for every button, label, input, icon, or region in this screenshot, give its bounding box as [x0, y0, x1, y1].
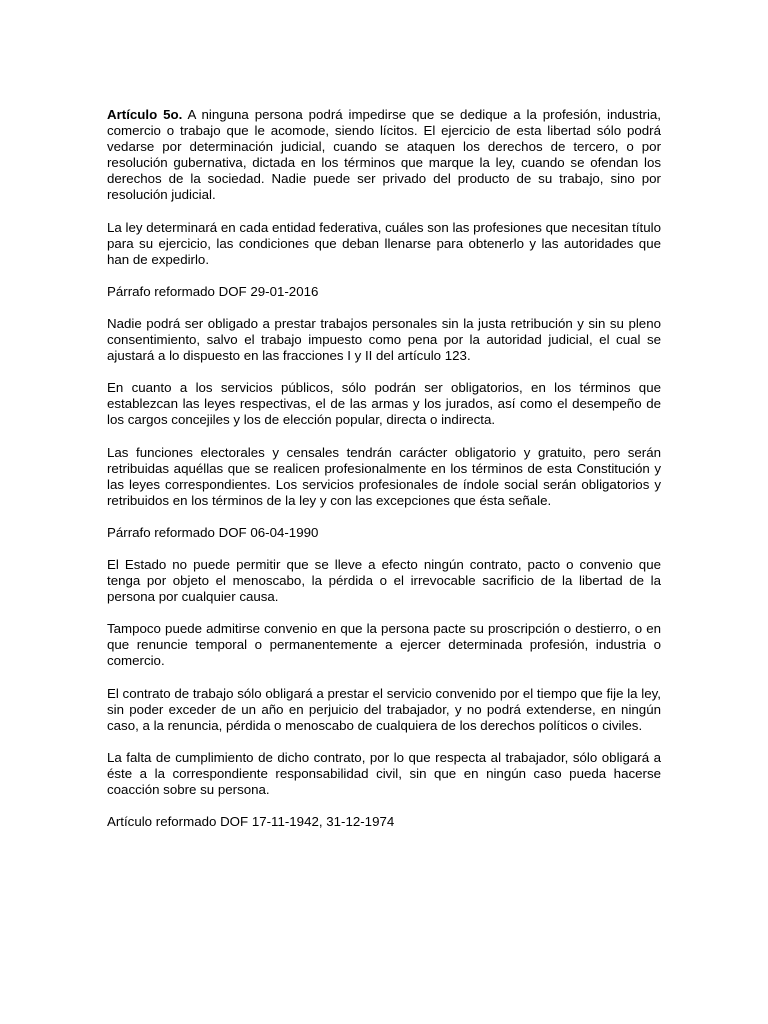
- reform-note: Párrafo reformado DOF 06-04-1990: [107, 524, 319, 540]
- article-paragraph-7: Tampoco puede admitirse convenio en que la persona pacte su proscripción o destierro, o en que renuncie temporal o permanentemente a ejercer determinada profesión, industria o comercio.: [107, 621, 661, 669]
- article-paragraph-4: En cuanto a los servicios públicos, sólo podrán ser obligatorios, en los términos que establezcan las leyes respectivas, el de las armas y los jurados, así como el desempeño de los cargos concejiles y los de elección popular, directa o indirecta.: [107, 380, 661, 428]
- article-paragraph-6: El Estado no puede permitir que se lleve a efecto ningún contrato, pacto o convenio que tenga por objeto el menoscabo, la pérdida o el irrevocable sacrificio de la libertad de la persona por cualquier causa.: [107, 556, 661, 605]
- article-paragraph-8: El contrato de trabajo sólo obligará a prestar el servicio convenido por el tiempo que fije la ley, sin poder exceder de un año en perjuicio del trabajador, y no podrá extenderse, en ningún caso, a la renuncia, pérdida o menoscabo de cualquiera de los derechos políticos o civiles.: [107, 685, 661, 733]
- article-heading: Artículo 5o.: [107, 107, 183, 122]
- article-paragraph-2: La ley determinará en cada entidad federativa, cuáles son las profesiones que necesitan título para su ejercicio, las condiciones que deban llenarse para obtenerlo y las autoridades que han de expedirlo.: [107, 219, 661, 267]
- article-paragraph-3: Nadie podrá ser obligado a prestar trabajos personales sin la justa retribución y sin su pleno consentimiento, salvo el trabajo impuesto como pena por la autoridad judicial, el cual se ajustará a lo dispuesto en las fracciones I y II del artículo 123.: [107, 315, 661, 364]
- article-paragraph-5: Las funciones electorales y censales tendrán carácter obligatorio y gratuito, pero serán retribuidas aquéllas que se realicen profesionalmente en los términos de esta Constitución y las leyes correspondientes. Los servicios profesionales de índole social serán obligatorios y retribuidos en los términos de la ley y con las excepciones que ésta señale.: [107, 444, 661, 508]
- paragraph-text: A ninguna persona podrá impedirse que se dedique a la profesión, industria, comercio o trabajo que le acomode, siendo lícitos. El ejercicio de esta libertad sólo podrá vedarse por determinación judicial, cuando se ataquen los derechos de tercero, o por resolución gubernativa, dictada en los términos que marque la ley, cuando se ofendan los derechos de la sociedad. Nadie puede ser privado del producto de su trabajo, sino por resolución judicial.: [107, 107, 661, 203]
- reform-note: Artículo reformado DOF 17-11-1942, 31-12-1974: [107, 814, 395, 830]
- reform-note: Párrafo reformado DOF 29-01-2016: [107, 283, 319, 299]
- article-paragraph-9: La falta de cumplimiento de dicho contrato, por lo que respecta al trabajador, sólo obligará a éste a la correspondiente responsabilidad civil, sin que en ningún caso pueda hacerse coacción sobre su persona.: [107, 749, 661, 797]
- article-paragraph-1: [107, 107, 661, 204]
- document-page: [107, 107, 661, 846]
